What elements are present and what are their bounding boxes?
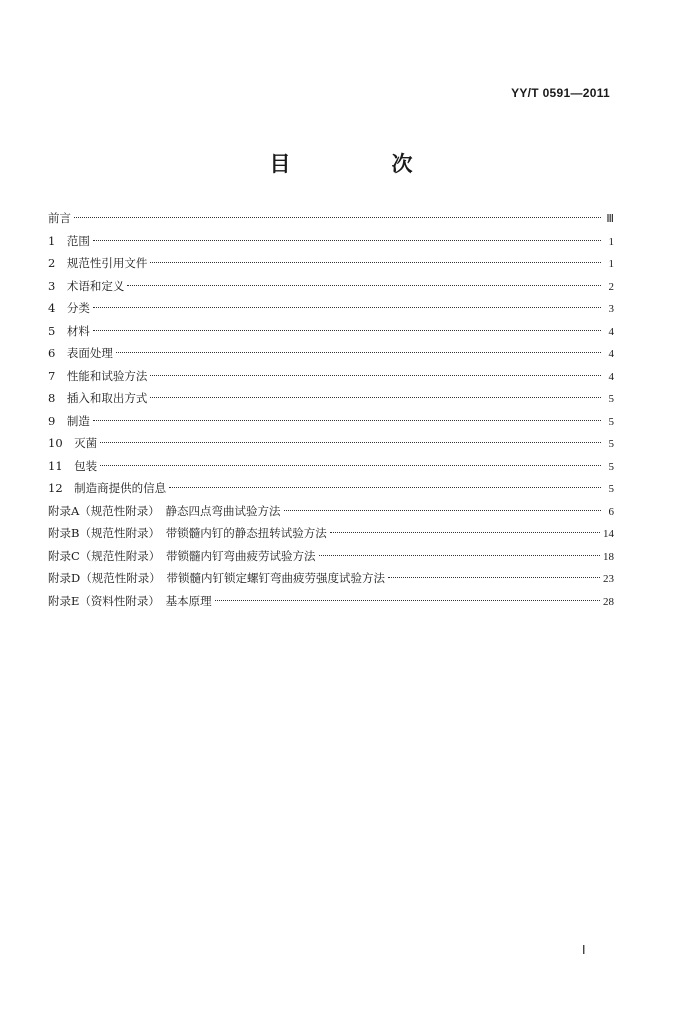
toc-entry[interactable] xyxy=(48,590,614,613)
toc-entry[interactable] xyxy=(48,275,614,298)
toc-leader-dots xyxy=(150,375,601,376)
toc-leader-dots xyxy=(116,352,601,353)
toc-entry-label: 3 术语和定义 xyxy=(48,278,125,293)
toc-entry-page: 1 xyxy=(608,235,614,248)
toc-entry-label: 1 范围 xyxy=(48,233,90,248)
toc-leader-dots xyxy=(127,285,601,286)
toc-entry[interactable] xyxy=(48,567,614,590)
toc-entry[interactable] xyxy=(48,500,614,523)
toc-entry-page: 4 xyxy=(608,325,614,338)
toc-entry[interactable] xyxy=(48,545,614,568)
toc-entry-label: 8 插入和取出方式 xyxy=(48,391,148,405)
toc-entry[interactable] xyxy=(48,477,614,500)
toc-leader-dots xyxy=(150,262,601,263)
toc-entry[interactable] xyxy=(48,410,614,433)
toc-entry[interactable] xyxy=(48,342,614,365)
toc-entry[interactable] xyxy=(48,387,614,410)
toc-entry-label: 4 分类 xyxy=(48,301,90,315)
toc-entry-label: 2 规范性引用文件 xyxy=(48,256,148,270)
toc-leader-dots xyxy=(215,600,600,601)
toc-entry-page: 2 xyxy=(608,280,614,293)
toc-entry-page: 14 xyxy=(603,528,614,540)
toc-entry-label: 5 材料 xyxy=(48,323,90,338)
toc-entry[interactable] xyxy=(48,252,614,275)
toc-entry-label: 10 灭菌 xyxy=(48,436,98,450)
toc-leader-dots xyxy=(330,532,600,533)
toc-entry-label: 9 制造 xyxy=(48,413,90,428)
toc-entry-label: 前言 xyxy=(48,211,71,225)
toc-entry-page: 5 xyxy=(608,438,614,450)
toc-entry-page: 23 xyxy=(603,573,614,585)
toc-leader-dots xyxy=(93,330,601,331)
toc-entry-page: 5 xyxy=(608,415,614,428)
toc-leader-dots xyxy=(388,577,600,578)
toc-entry-page: 4 xyxy=(608,370,614,383)
toc-entry-label: 附录B（规范性附录） 带锁髓内钉的静态扭转试验方法 xyxy=(48,526,327,540)
toc-leader-dots xyxy=(169,487,601,488)
toc-entry-page: 5 xyxy=(608,483,614,495)
toc-leader-dots xyxy=(319,555,600,556)
toc-entry[interactable] xyxy=(48,297,614,320)
toc-entry[interactable] xyxy=(48,432,614,455)
toc-leader-dots xyxy=(93,240,601,241)
page-title: 目 次 xyxy=(269,152,453,176)
toc-entry-label: 附录C（规范性附录） 带锁髓内钉弯曲疲劳试验方法 xyxy=(48,548,316,563)
toc-entry[interactable] xyxy=(48,365,614,388)
toc-leader-dots xyxy=(284,510,601,511)
toc-entry-page: 5 xyxy=(608,393,614,405)
toc-leader-dots xyxy=(93,420,601,421)
toc-entry[interactable] xyxy=(48,455,614,478)
toc-leader-dots xyxy=(150,397,601,398)
toc-entry-page: 28 xyxy=(603,595,614,608)
toc-entry-label: 6 表面处理 xyxy=(48,346,113,360)
toc-leader-dots xyxy=(93,307,601,308)
toc-entry-page: Ⅲ xyxy=(606,213,614,225)
toc-entry-label: 附录E（资料性附录） 基本原理 xyxy=(48,593,212,608)
toc-entry-page: 1 xyxy=(608,258,614,270)
toc-entry-label: 附录D（规范性附录） 带锁髓内钉锁定螺钉弯曲疲劳强度试验方法 xyxy=(48,571,385,585)
toc-entry[interactable] xyxy=(48,207,614,230)
toc-leader-dots xyxy=(74,217,601,218)
toc-entry-page: 4 xyxy=(608,348,614,360)
toc-entry-label: 7 性能和试验方法 xyxy=(48,368,148,383)
toc-entry[interactable] xyxy=(48,230,614,253)
toc-entry[interactable] xyxy=(48,522,614,545)
standard-code: YY/T 0591—2011 xyxy=(511,86,610,100)
table-of-contents xyxy=(48,207,614,612)
toc-leader-dots xyxy=(100,465,601,466)
toc-entry-label: 11 包装 xyxy=(48,458,98,473)
toc-entry-page: 6 xyxy=(608,505,614,518)
toc-entry-label: 12 制造商提供的信息 xyxy=(48,481,167,495)
toc-entry-page: 3 xyxy=(608,303,614,315)
toc-entry-page: 18 xyxy=(603,550,614,563)
toc-entry[interactable] xyxy=(48,320,614,343)
toc-entry-page: 5 xyxy=(608,460,614,473)
page-number: Ⅰ xyxy=(582,943,586,957)
toc-entry-label: 附录A（规范性附录） 静态四点弯曲试验方法 xyxy=(48,503,281,518)
toc-leader-dots xyxy=(100,442,601,443)
